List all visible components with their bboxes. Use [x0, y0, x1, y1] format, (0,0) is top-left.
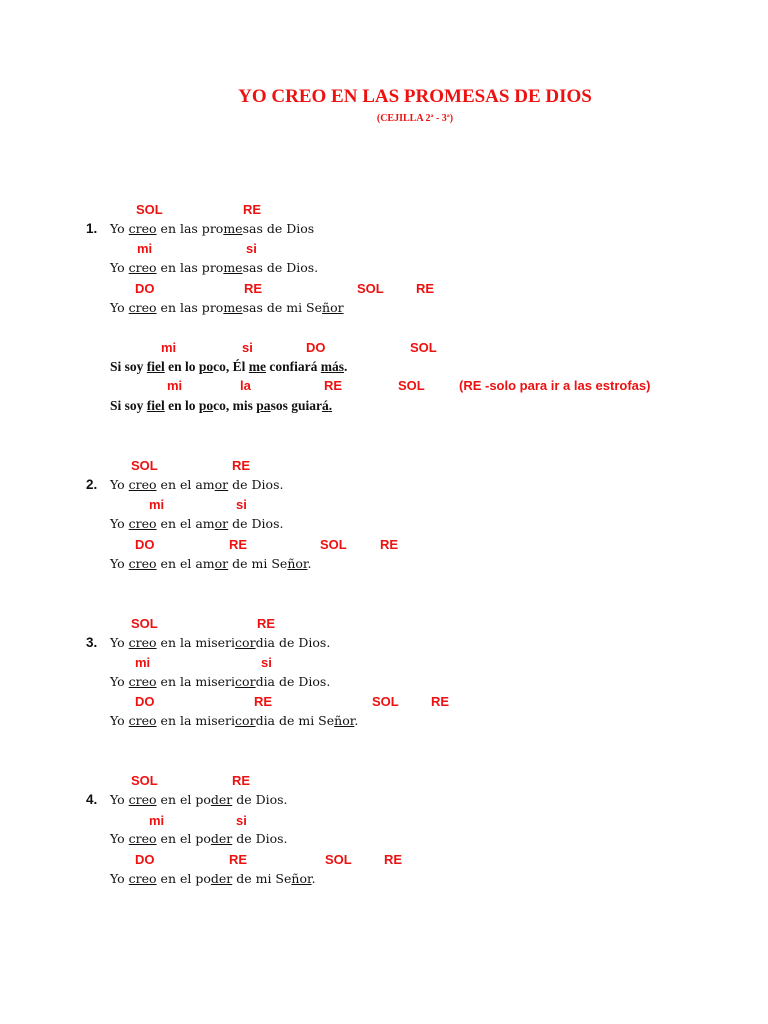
verse-2-line-1: Yo creo en el amor de Dios. — [110, 477, 284, 492]
chord-sol: SOL — [398, 378, 425, 393]
chord-mi: mi — [167, 378, 183, 393]
chord-mi: mi — [135, 655, 151, 670]
chord-do: DO — [135, 694, 155, 709]
verse-number-1: 1. — [86, 221, 98, 236]
chord-re: RE — [324, 378, 343, 393]
chord-sol: SOL — [131, 773, 158, 788]
verse-3-line-2: Yo creo en la misericordia de Dios. — [110, 674, 331, 689]
verse-number-2: 2. — [86, 477, 98, 492]
verse-4-line-2: Yo creo en el poder de Dios. — [110, 831, 288, 846]
chord-si: si — [246, 241, 257, 256]
chord-sol: SOL — [372, 694, 399, 709]
song-title: YO CREO EN LAS PROMESAS DE DIOS — [238, 86, 592, 107]
chord-re: RE — [254, 694, 273, 709]
chord-si: si — [261, 655, 272, 670]
chord-do: DO — [306, 340, 326, 355]
verse-1-line-2: Yo creo en las promesas de Dios. — [110, 260, 319, 275]
chord-re: RE — [416, 281, 435, 296]
chord-mi: mi — [149, 497, 165, 512]
chord-mi: mi — [149, 813, 165, 828]
chord-do: DO — [135, 537, 155, 552]
verse-4-line-3: Yo creo en el poder de mi Señor. — [110, 871, 316, 886]
chord-re: RE — [257, 616, 276, 631]
verse-number-3: 3. — [86, 635, 98, 650]
verse-number-4: 4. — [86, 792, 98, 807]
chorus-line-1: Si soy fiel en lo poco, Él me confiará más. — [110, 359, 348, 374]
chord-si: si — [242, 340, 253, 355]
chorus-line-2: Si soy fiel en lo poco, mis pasos guiará. — [110, 398, 333, 413]
chord-do: DO — [135, 852, 155, 867]
chord-sol: SOL — [136, 202, 163, 217]
chord-re: RE — [244, 281, 263, 296]
chord-sol: SOL — [357, 281, 384, 296]
verse-2-line-3: Yo creo en el amor de mi Señor. — [110, 556, 312, 571]
chord-re: RE — [232, 773, 251, 788]
chord-sol: SOL — [320, 537, 347, 552]
chord-mi: mi — [137, 241, 153, 256]
chorus-return-note: (RE -solo para ir a las estrofas) — [459, 378, 651, 393]
capo-note: (CEJILLA 2ª - 3ª) — [376, 113, 454, 124]
chord-re: RE — [232, 458, 251, 473]
chord-sol: SOL — [131, 616, 158, 631]
verse-1-line-3: Yo creo en las promesas de mi Señor — [110, 300, 344, 315]
chord-mi: mi — [161, 340, 177, 355]
chord-re: RE — [384, 852, 403, 867]
chord-re: RE — [229, 537, 248, 552]
chord-re: RE — [380, 537, 399, 552]
chord-sol: SOL — [131, 458, 158, 473]
chord-re: RE — [229, 852, 248, 867]
chord-la: la — [240, 378, 251, 393]
chord-sol: SOL — [410, 340, 437, 355]
chord-si: si — [236, 497, 247, 512]
verse-3-line-3: Yo creo en la misericordia de mi Señor. — [110, 713, 359, 728]
verse-4-line-1: Yo creo en el poder de Dios. — [110, 792, 288, 807]
chord-si: si — [236, 813, 247, 828]
chord-re: RE — [431, 694, 450, 709]
verse-3-line-1: Yo creo en la misericordia de Dios. — [110, 635, 331, 650]
chord-re: RE — [243, 202, 262, 217]
chord-sol: SOL — [325, 852, 352, 867]
verse-1-line-1: Yo creo en las promesas de Dios — [110, 221, 315, 236]
verse-2-line-2: Yo creo en el amor de Dios. — [110, 516, 284, 531]
chord-do: DO — [135, 281, 155, 296]
